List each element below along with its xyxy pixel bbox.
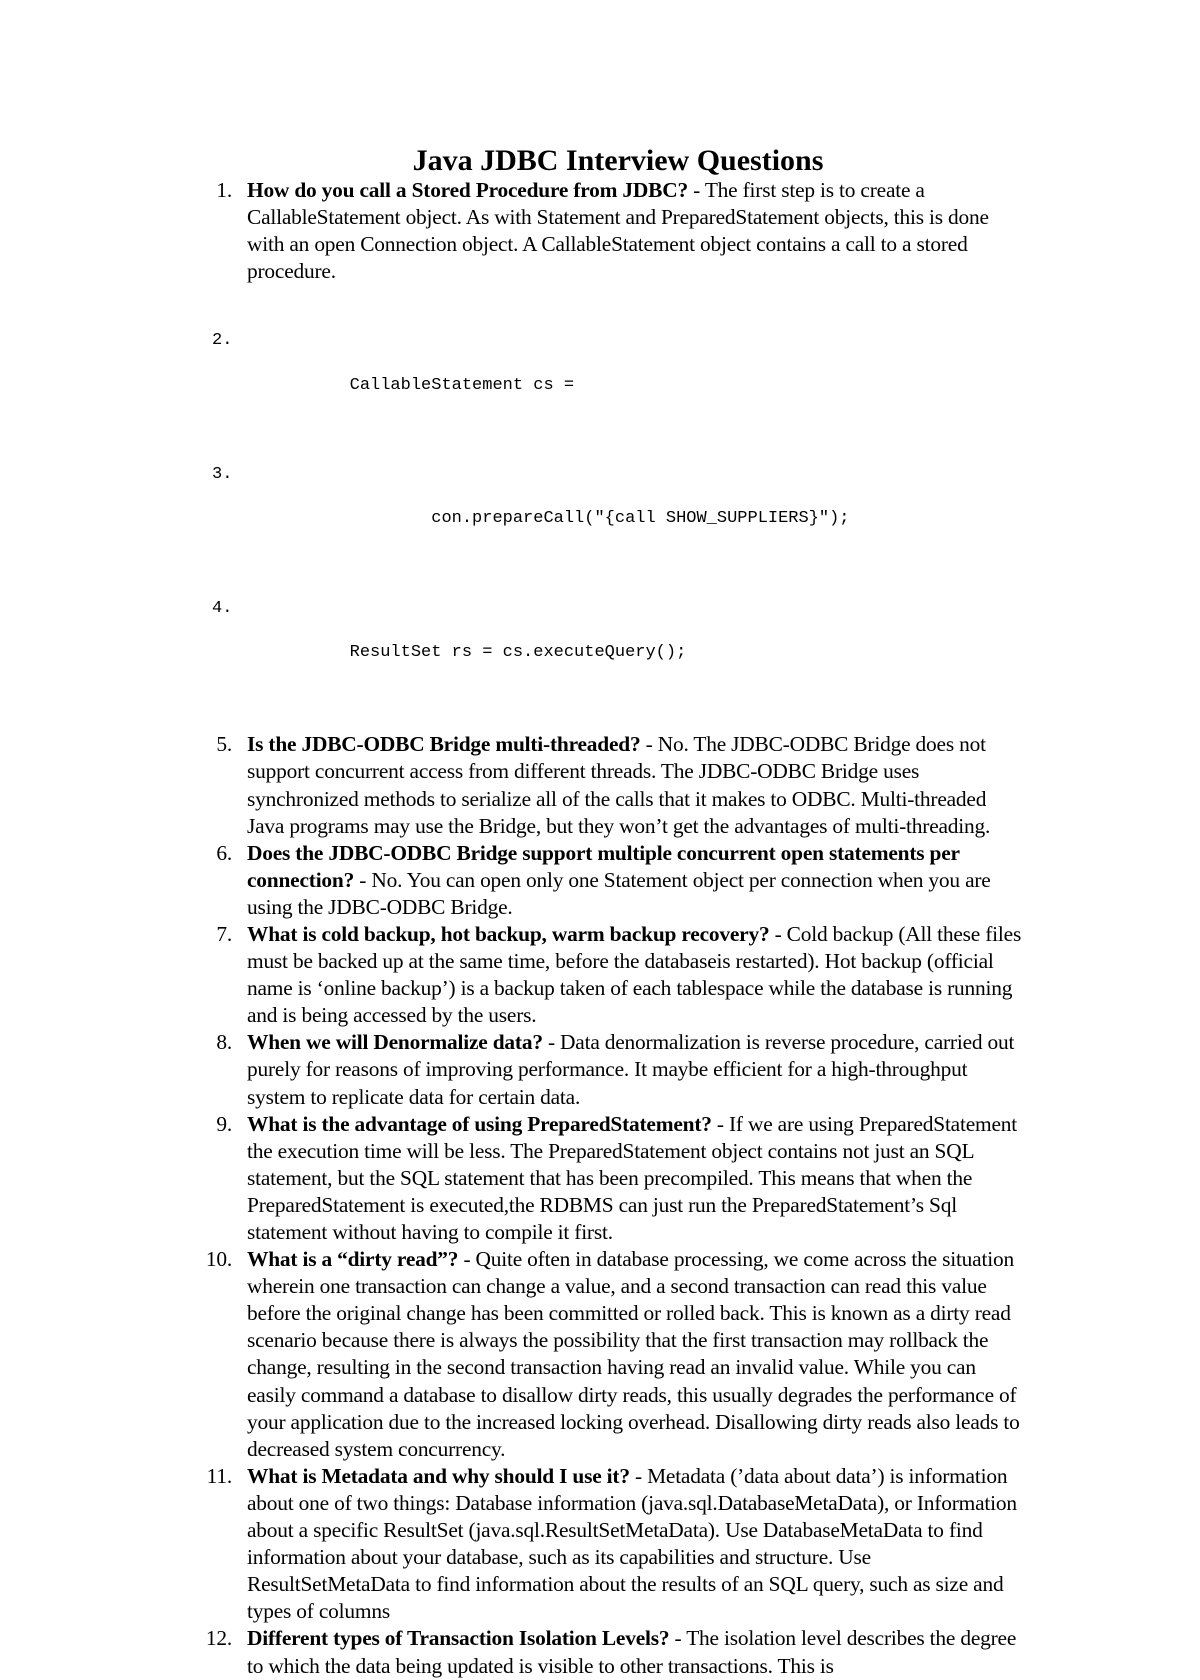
document-title: Java JDBC Interview Questions: [412, 144, 824, 177]
code-block: [206, 285, 1026, 731]
question-text: Does the JDBC-ODBC Bridge support multiple concurrent open statements per connection?: [247, 840, 960, 892]
code-line-text: con.prepareCall("{call SHOW_SUPPLIERS}");: [349, 509, 850, 529]
question-text: When we will Denormalize data?: [247, 1030, 543, 1055]
code-line-number: 3.: [212, 464, 233, 484]
answer-text: - No. The JDBC-ODBC Bridge does not support concurrent access from different threads. The JDBC-ODBC Bridge uses synchronized methods to serialize all of the calls that it makes to ODBC. Multi-threaded Java programs may use the Bridge, but they won’t get the advantages of multi-threading.: [247, 732, 991, 838]
item-number: 11.: [206, 1463, 232, 1488]
answer-text: - Cold backup (All these files must be backed up at the same time, before the databaseis restarted). Hot backup (official name is ‘online backup’) is a backup taken of each tablespace while the database is running and is being accessed by the users.: [247, 921, 1022, 1028]
question-text: Is the JDBC-ODBC Bridge multi-threaded?: [247, 732, 641, 757]
answer-text: - Data denormalization is reverse procedure, carried out purely for reasons of improving performance. It maybe efficient for a high-throughput system to replicate data for certain data.: [247, 1030, 1015, 1109]
code-line: [206, 330, 1026, 419]
list-item: [206, 921, 1026, 1029]
item-number: 12.: [205, 1626, 232, 1651]
answer-text: - Quite often in database processing, we come across the situation wherein one transaction can change a value, and a second transaction can read this value before the original change has been committed or rolled back. This is known as a dirty read scenario because there is always the possibility that the first transaction may rollback the change, resulting in the second transaction having read an invalid value. While you can easily command a database to disallow dirty reads, this usually degrades the performance of your application due to the increased locking overhead. Disallowing dirty reads also leads to decreased system concurrency.: [247, 1247, 1020, 1461]
list-item: [206, 1029, 1026, 1110]
list-item: [206, 1246, 1026, 1463]
item-number: 8.: [216, 1030, 232, 1055]
list-item: [206, 177, 1026, 285]
answer-text: - No. You can open only one Statement object per connection when you are using the JDBC-ODBC Bridge.: [247, 867, 991, 919]
question-text: What is a “dirty read”?: [247, 1247, 459, 1272]
question-list: [206, 177, 1026, 1680]
code-line-number: 2.: [212, 330, 233, 350]
item-number: 9.: [216, 1111, 232, 1136]
question-text: What is the advantage of using PreparedStatement?: [247, 1111, 712, 1136]
item-number: 7.: [216, 921, 232, 946]
item-number: 6.: [216, 840, 232, 865]
code-line: [206, 464, 1026, 553]
list-item: [206, 1111, 1026, 1246]
question-text: How do you call a Stored Procedure from JDBC?: [247, 178, 688, 202]
answer-text: - Metadata (’data about data’) is information about one of two things: Database information (java.sql.DatabaseMetaData), or Information about a specific ResultSet (java.sql.ResultSetMetaData). Use DatabaseMetaData to find information about your database, such as its capabilities and structure. Use ResultSetMetaData to find information about the results of an SQL query, such as size and types of columns: [247, 1463, 1017, 1624]
code-line-text: ResultSet rs = cs.executeQuery();: [349, 643, 687, 663]
answer-text: - The isolation level describes the degree to which the data being updated is visible to other transactions. This is: [247, 1626, 1017, 1678]
item-number: 5.: [216, 732, 232, 757]
list-item: [206, 731, 1026, 839]
code-line: [206, 598, 1026, 687]
code-line-text: CallableStatement cs =: [349, 375, 575, 395]
question-text: What is cold backup, hot backup, warm backup recovery?: [247, 921, 770, 946]
list-item: [206, 840, 1026, 921]
list-item: [206, 1625, 1026, 1679]
code-line-number: 4.: [212, 598, 233, 618]
item-number: 10.: [205, 1247, 232, 1272]
answer-text: - The first step is to create a CallableStatement object. As with Statement and PreparedStatement objects, this is done with an open Connection object. A CallableStatement object contains a call to a stored procedure.: [247, 178, 989, 284]
item-number: 1.: [216, 178, 232, 202]
list-item: [206, 1463, 1026, 1626]
question-text: What is Metadata and why should I use it?: [247, 1463, 630, 1488]
question-text: Different types of Transaction Isolation Levels?: [247, 1626, 670, 1651]
answer-text: - If we are using PreparedStatement the execution time will be less. The PreparedStatement object contains not just an SQL statement, but the SQL statement that has been precompiled. This means that when the PreparedStatement is executed,the RDBMS can just run the PreparedStatement’s Sql statement without having to compile it first.: [247, 1111, 1017, 1244]
